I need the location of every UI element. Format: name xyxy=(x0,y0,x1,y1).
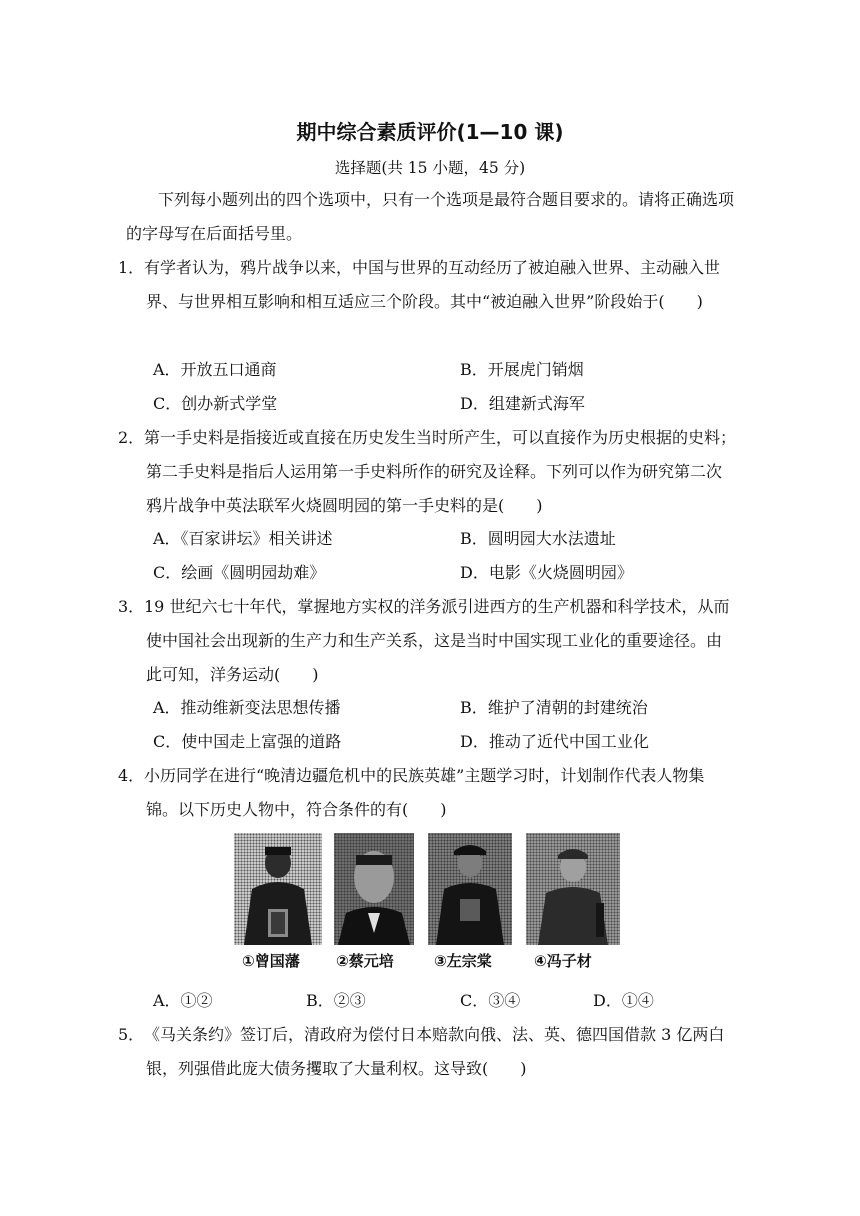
option-d: D．①④ xyxy=(593,991,654,1010)
question-1 xyxy=(118,251,736,319)
question-4 xyxy=(118,759,736,827)
question-number: 2． xyxy=(118,428,145,447)
question-number: 4． xyxy=(118,766,145,785)
portrait-captions xyxy=(234,950,624,976)
question-number: 3． xyxy=(118,597,145,616)
portrait-row xyxy=(234,833,624,945)
question-3 xyxy=(118,590,736,692)
option-a: A．推动维新变法思想传播 xyxy=(153,698,341,717)
page-title: 期中综合素质评价(1—10 课) xyxy=(296,120,564,144)
caption-2: ②蔡元培 xyxy=(336,952,394,970)
question-2 xyxy=(118,421,736,523)
option-d: D．电影《火烧圆明园》 xyxy=(460,563,633,582)
instructions: 下列每小题列出的四个选项中，只有一个选项是最符合题目要求的。请将正确选项的字母写在后面括号里。 xyxy=(126,190,735,243)
option-a: A．《百家讲坛》相关讲述 xyxy=(153,529,333,548)
question-stem: 19 世纪六七十年代，掌握地方实权的洋务派引进西方的生产机器和科学技术，从而使中国社会出现新的生产力和生产关系，这是当时中国实现工业化的重要途径。由此可知，洋务运动( ) xyxy=(144,597,730,684)
option-c: C．绘画《圆明园劫难》 xyxy=(153,563,326,582)
option-d: D．推动了近代中国工业化 xyxy=(460,732,649,751)
option-b: B．维护了清朝的封建统治 xyxy=(460,698,648,717)
question-number: 1． xyxy=(118,258,145,277)
option-a: A．①② xyxy=(153,991,213,1010)
caption-4: ④冯子材 xyxy=(534,952,592,970)
portrait-zeng-guofan xyxy=(234,833,322,945)
question-number: 5． xyxy=(118,1025,145,1044)
section-subtitle: 选择题(共 15 小题，45 分) xyxy=(334,159,526,177)
option-c: C．③④ xyxy=(460,991,521,1010)
caption-3: ③左宗棠 xyxy=(434,952,492,970)
option-b: B．开展虎门销烟 xyxy=(460,360,584,379)
question-stem: 小历同学在进行“晚清边疆危机中的民族英雄”主题学习时，计划制作代表人物集锦。以下历史人物中，符合条件的有( ) xyxy=(144,766,705,819)
option-c: C．使中国走上富强的道路 xyxy=(153,732,342,751)
portrait-feng-zicai xyxy=(526,833,620,945)
portrait-zuo-zongtang xyxy=(428,833,512,945)
question-stem: 有学者认为，鸦片战争以来，中国与世界的互动经历了被迫融入世界、主动融入世界、与世界相互影响和相互适应三个阶段。其中“被迫融入世界”阶段始于( ) xyxy=(144,258,721,311)
caption-1: ①曾国藩 xyxy=(242,952,300,970)
option-b: B．②③ xyxy=(306,991,366,1010)
question-stem: 《马关条约》签订后，清政府为偿付日本赔款向俄、法、英、德四国借款 3 亿两白银，列强借此庞大债务攫取了大量利权。这导致( ) xyxy=(144,1025,725,1078)
question-5 xyxy=(118,1018,736,1086)
option-a: A．开放五口通商 xyxy=(153,360,277,379)
question-stem: 第一手史料是指接近或直接在历史发生当时所产生，可以直接作为历史根据的史料；第二手史料是指后人运用第一手史料所作的研究及诠释。下列可以作为研究第二次鸦片战争中英法联军火烧圆明园的第一手史料的是( ) xyxy=(144,428,737,515)
option-c: C．创办新式学堂 xyxy=(153,394,278,413)
option-d: D．组建新式海军 xyxy=(460,394,585,413)
portrait-cai-yuanpei xyxy=(334,833,414,945)
option-b: B．圆明园大水法遗址 xyxy=(460,529,616,548)
